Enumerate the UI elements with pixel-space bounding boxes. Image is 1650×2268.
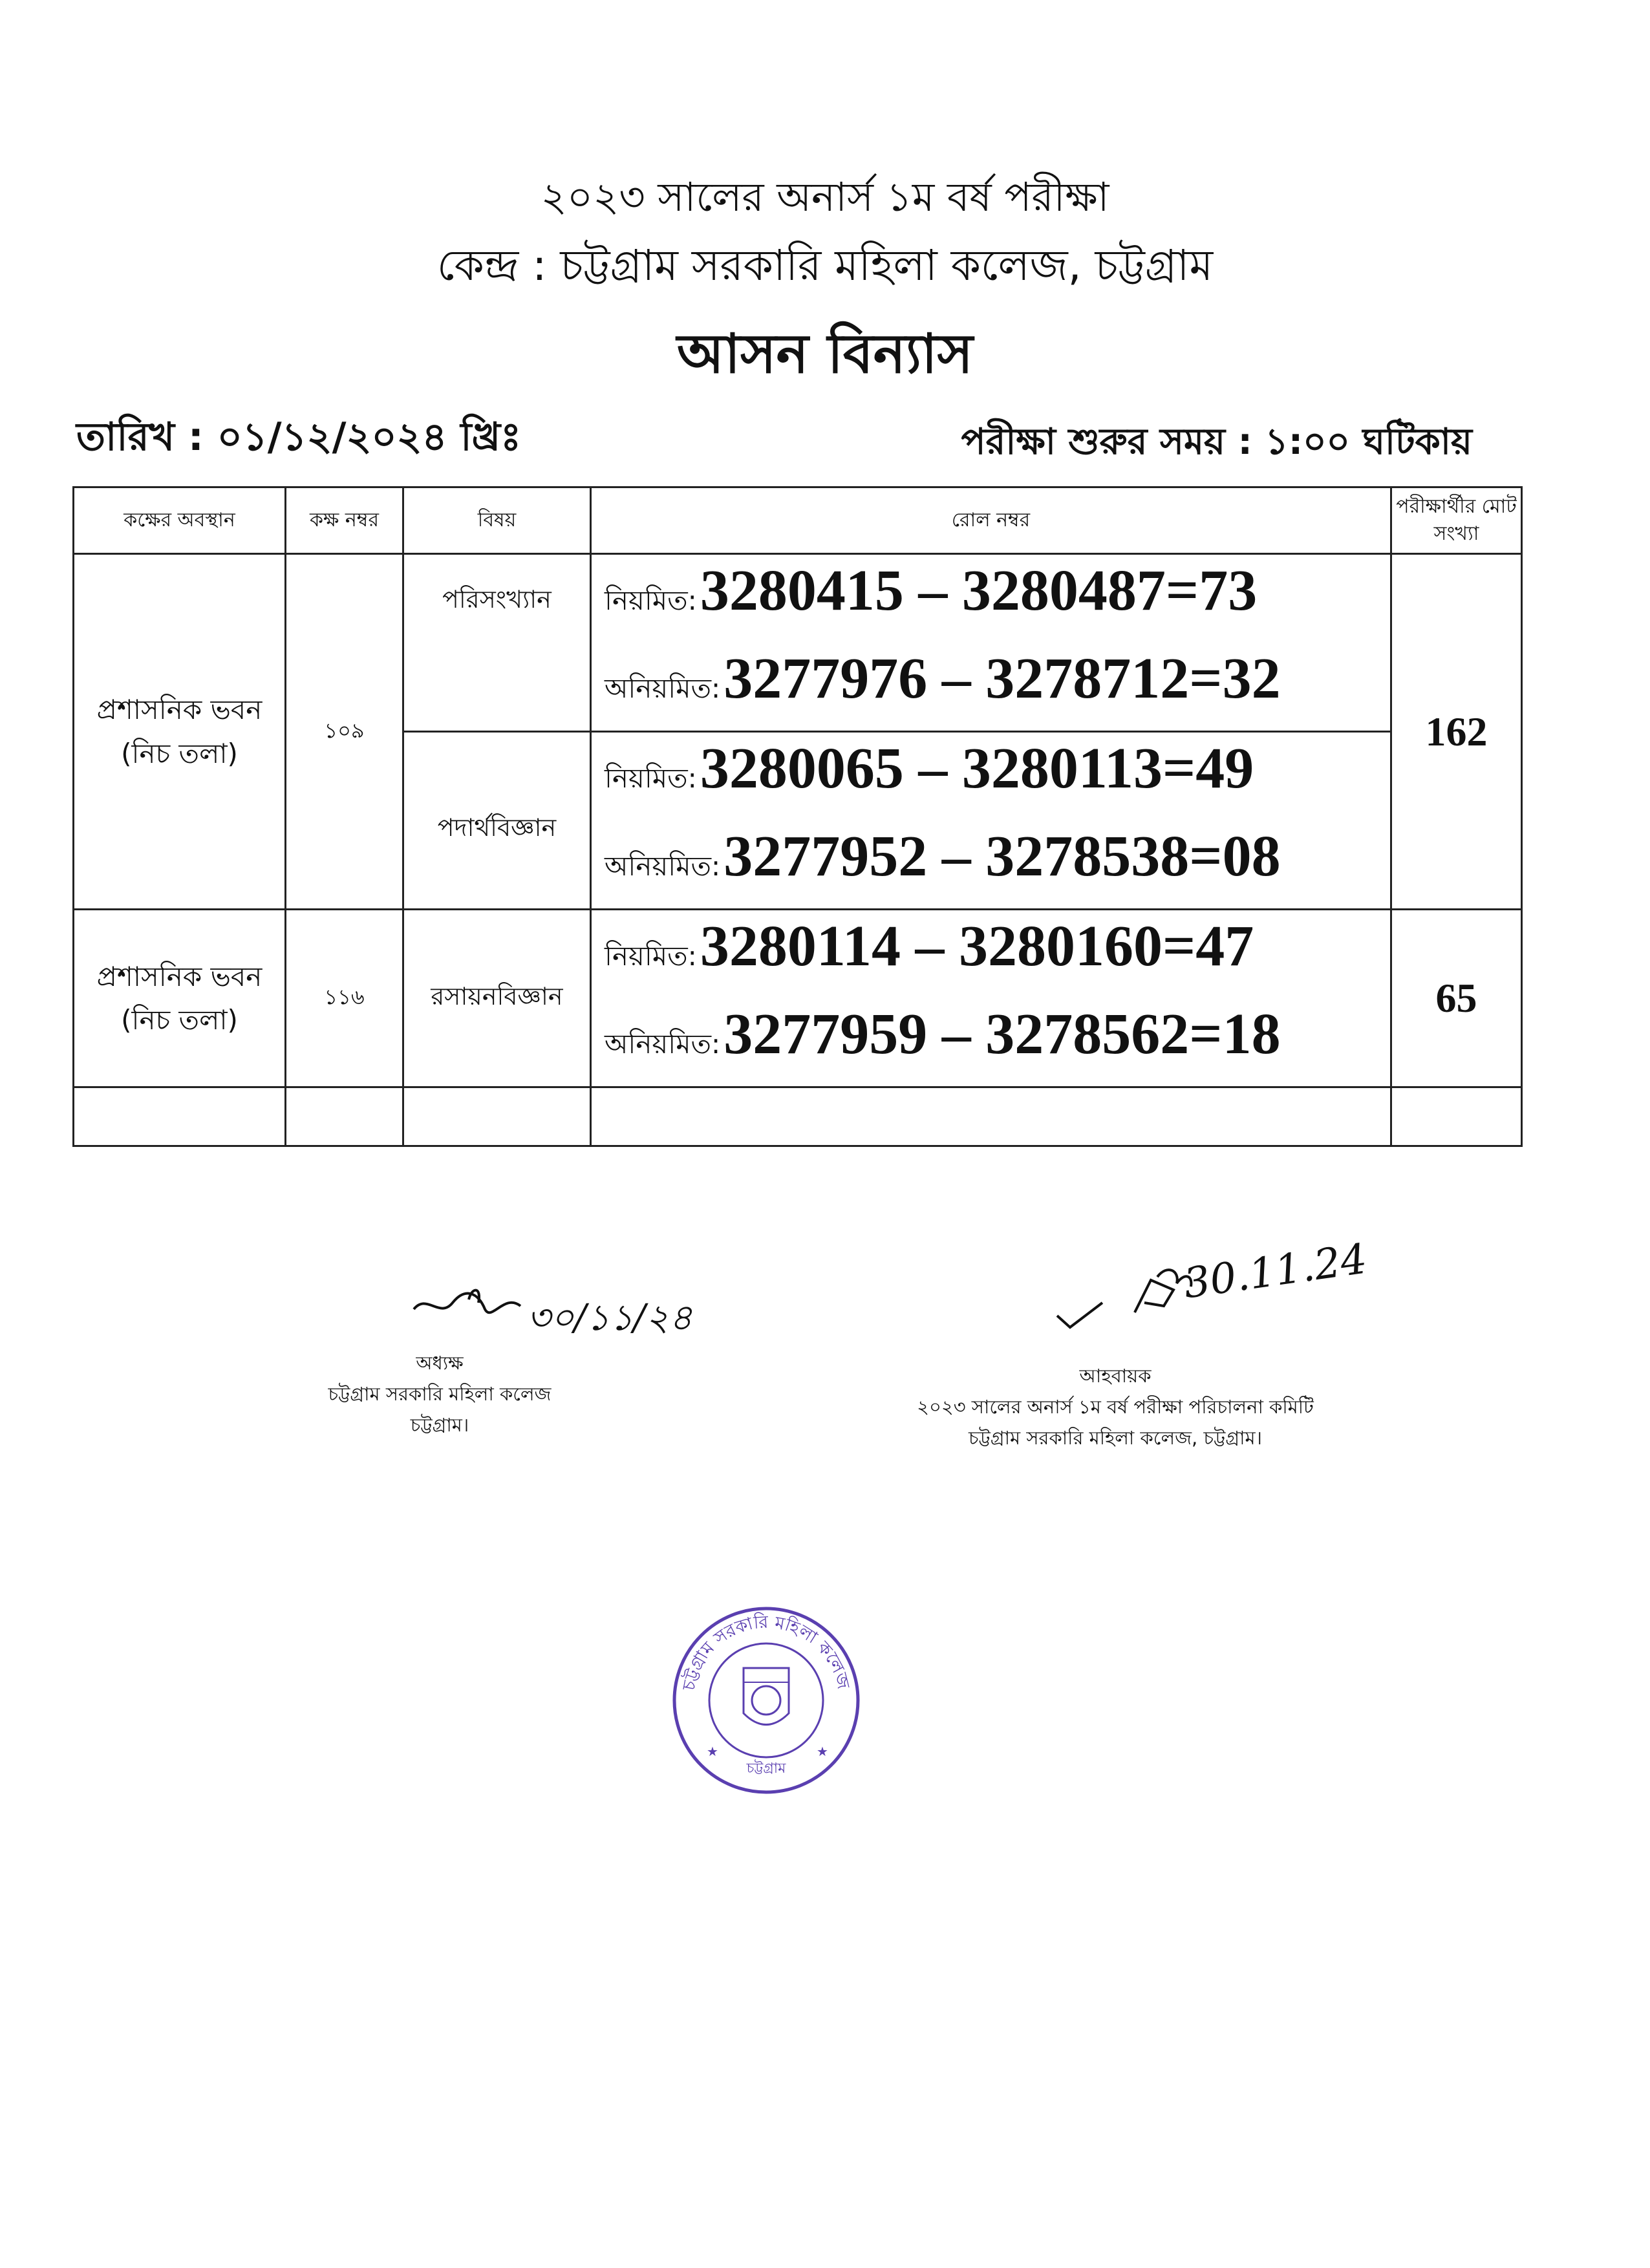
- col-header-roll: রোল নম্বর: [591, 487, 1391, 554]
- room-number: ১০৯: [286, 554, 403, 910]
- roll-ranges: [591, 732, 1391, 910]
- total-examinees: 162: [1391, 554, 1522, 910]
- regular-label: নিয়মিত:: [605, 940, 697, 972]
- subject-name: রসায়নবিজ্ঞান: [403, 910, 591, 1087]
- table-row: [74, 554, 1522, 732]
- seal-bottom-text: চট্টগ্রাম: [746, 1760, 786, 1777]
- col-header-location: কক্ষের অবস্থান: [74, 487, 286, 554]
- irregular-label: অনিয়মিত:: [605, 1028, 721, 1060]
- regular-roll-line: [605, 555, 1390, 643]
- irregular-roll-range: 3277976 – 3278712=32: [723, 647, 1281, 711]
- irregular-roll-line: [605, 820, 1390, 908]
- subject-name: পরিসংখ্যান: [403, 554, 591, 732]
- irregular-roll-line: [605, 998, 1390, 1086]
- college-seal-icon: [669, 1603, 863, 1797]
- col-header-room: কক্ষ নম্বর: [286, 487, 403, 554]
- empty-table-row: [74, 1087, 1522, 1146]
- regular-roll-range: 3280065 – 3280113=49: [700, 736, 1254, 800]
- seal-ring-text: চট্টগ্রাম সরকারি মহিলা কলেজ: [679, 1612, 853, 1693]
- principal-signature-date: ৩০/১১/২৪: [527, 1297, 692, 1339]
- table-row: [74, 910, 1522, 1087]
- room-location: [74, 910, 286, 1087]
- convener-title: আহবায়ক: [1079, 1365, 1152, 1387]
- regular-roll-range: 3280415 – 3280487=73: [700, 559, 1258, 623]
- col-header-total: পরীক্ষার্থীর মোট সংখ্যা: [1391, 487, 1522, 554]
- room-location: [74, 554, 286, 910]
- svg-text:★: ★: [707, 1744, 718, 1759]
- location-building: প্রশাসনিক ভবন: [96, 960, 262, 992]
- exam-date: তারিখ : ০১/১২/২০২৪ খ্রিঃ: [76, 414, 522, 460]
- exam-center: কেন্দ্র : চট্টগ্রাম সরকারি মহিলা কলেজ, চট্টগ্রাম: [436, 241, 1214, 290]
- irregular-roll-line: [605, 643, 1390, 731]
- room-number: ১১৬: [286, 910, 403, 1087]
- table-header-row: [74, 487, 1522, 554]
- regular-roll-range: 3280114 – 3280160=47: [700, 914, 1254, 978]
- convener-signature-block: [873, 1361, 1358, 1454]
- total-examinees: 65: [1391, 910, 1522, 1087]
- principal-city: চট্টগ্রাম।: [410, 1413, 469, 1436]
- irregular-label: অনিয়মিত:: [605, 850, 721, 882]
- regular-roll-line: [605, 733, 1390, 820]
- svg-text:চট্টগ্রাম সরকারি মহিলা কলেজ: [679, 1611, 853, 1693]
- subject-name: পদার্থবিজ্ঞান: [403, 732, 591, 910]
- location-building: প্রশাসনিক ভবন: [96, 694, 262, 726]
- principal-title: অধ্যক্ষ: [416, 1352, 464, 1374]
- principal-org: চট্টগ্রাম সরকারি মহিলা কলেজ: [328, 1382, 552, 1405]
- exam-start-time: পরীক্ষা শুরুর সময় : ১:০০ ঘটিকায়: [961, 421, 1472, 463]
- irregular-roll-range: 3277952 – 3278538=08: [723, 824, 1281, 888]
- principal-signature-block: [259, 1348, 621, 1441]
- irregular-roll-range: 3277959 – 3278562=18: [723, 1002, 1281, 1066]
- principal-signature-icon: [407, 1280, 537, 1332]
- roll-ranges: [591, 910, 1391, 1087]
- regular-label: নিয়মিত:: [605, 762, 697, 794]
- convener-org: চট্টগ্রাম সরকারি মহিলা কলেজ, চট্টগ্রাম।: [968, 1426, 1262, 1449]
- roll-ranges: [591, 554, 1391, 732]
- svg-text:★: ★: [817, 1744, 828, 1759]
- document-title: আসন বিন্যাস: [677, 322, 973, 385]
- location-floor: (নিচ তলা): [121, 1004, 238, 1036]
- location-floor: (নিচ তলা): [121, 737, 238, 769]
- exam-title: ২০২৩ সালের অনার্স ১ম বর্ষ পরীক্ষা: [541, 173, 1109, 220]
- seating-table: [72, 486, 1523, 1147]
- irregular-label: অনিয়মিত:: [605, 672, 721, 704]
- col-header-subject: বিষয়: [403, 487, 591, 554]
- regular-roll-line: [605, 910, 1390, 998]
- convener-signature-date: 30.11.24: [1181, 1235, 1370, 1309]
- convener-committee: ২০২৩ সালের অনার্স ১ম বর্ষ পরীক্ষা পরিচালনা কমিটি: [917, 1395, 1314, 1418]
- regular-label: নিয়মিত:: [605, 584, 697, 616]
